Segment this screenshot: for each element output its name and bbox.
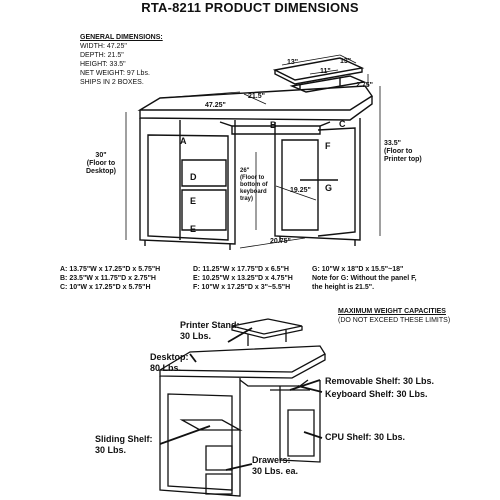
base-depth-label: 20.75" xyxy=(270,238,291,245)
part-b-label: B xyxy=(270,120,277,130)
cap-cpu-shelf: CPU Shelf: 30 Lbs. xyxy=(325,432,406,442)
cap-sliding-shelf: Sliding Shelf: 30 Lbs. xyxy=(95,434,153,455)
capacities-note: (DO NOT EXCEED THESE LIMITS) xyxy=(338,317,451,324)
spec-depth: DEPTH: 21.5" xyxy=(80,52,124,59)
part-dims-col1: A: 13.75"W x 17.25"D x 5.75"H B: 23.5"W x 11.75"D x 2.75"H C: 10"W x 17.25"D x 5.75"H xyxy=(60,266,161,291)
cap-keyboard-shelf: Keyboard Shelf: 30 Lbs. xyxy=(325,389,428,399)
wc-drawer-1 xyxy=(206,446,232,470)
part-d-label: D xyxy=(190,172,197,182)
wc-left-inner xyxy=(168,394,232,490)
part-a-label: A xyxy=(180,136,187,146)
cap-printer-stand: Printer Stand: 30 Lbs. xyxy=(180,320,240,341)
arrow-cpu xyxy=(304,432,322,438)
spec-weight: NET WEIGHT: 97 Lbs. xyxy=(80,70,150,77)
width-label: 47.25" xyxy=(205,102,226,109)
floor-desk-label: 30" (Floor to Desktop) xyxy=(86,152,116,175)
depth-label: 21.5" xyxy=(248,93,265,100)
stand-diag-label: 11" xyxy=(320,68,331,75)
spec-height: HEIGHT: 33.5" xyxy=(80,61,126,68)
kb-tray-label: 26" (Floor to bottom of keyboard tray) xyxy=(240,168,268,202)
cap-removable-shelf: Removable Shelf: 30 Lbs. xyxy=(325,376,435,386)
part-g-label: G xyxy=(325,183,333,193)
cap-drawers: Drawers: 30 Lbs. ea. xyxy=(252,455,299,476)
part-c-label: C xyxy=(339,119,346,129)
part-f-label: F xyxy=(325,141,331,151)
arrow-keyboard xyxy=(298,386,322,392)
arrow-desktop xyxy=(190,354,196,362)
spec-width: WIDTH: 47.25" xyxy=(80,43,127,50)
inner-depth-label: 19.25" xyxy=(290,187,311,194)
capacities-header xyxy=(338,307,450,325)
wc-drawer-2 xyxy=(206,474,232,494)
cap-desktop: Desktop: 80 Lbs. xyxy=(150,352,189,373)
general-dimensions-heading: GENERAL DIMENSIONS: xyxy=(80,34,163,41)
part-dims-col3: G: 10"W x 18"D x 15.5"~18" Note for G: Without the panel F, the height is 21.5". xyxy=(312,266,417,291)
part-e2-label: E xyxy=(190,224,197,234)
wc-keyboard-shelf xyxy=(240,380,308,386)
capacities-heading: MAXIMUM WEIGHT CAPACITIES xyxy=(338,308,446,315)
arrow-drawers xyxy=(226,464,252,470)
stand-depth-label: 13" xyxy=(340,58,352,65)
stand-height-label: 2.75" xyxy=(356,82,373,89)
part-dims-col2: D: 11.25"W x 17.75"D x 6.5"H E: 10.25"W x 13.25"D x 4.75"H F: 10"W x 17.25"D x 3"~5.5"H xyxy=(193,266,293,291)
part-e1-label: E xyxy=(190,196,197,206)
wc-sliding-shelf xyxy=(182,420,240,430)
spec-shipping: SHIPS IN 2 BOXES. xyxy=(80,79,144,86)
stand-width-label: 13" xyxy=(287,59,299,66)
printer-top-label: 33.5" (Floor to Printer top) xyxy=(384,140,422,163)
wc-cpu-inner xyxy=(288,410,314,456)
page-title: RTA-8211 PRODUCT DIMENSIONS xyxy=(141,0,359,15)
